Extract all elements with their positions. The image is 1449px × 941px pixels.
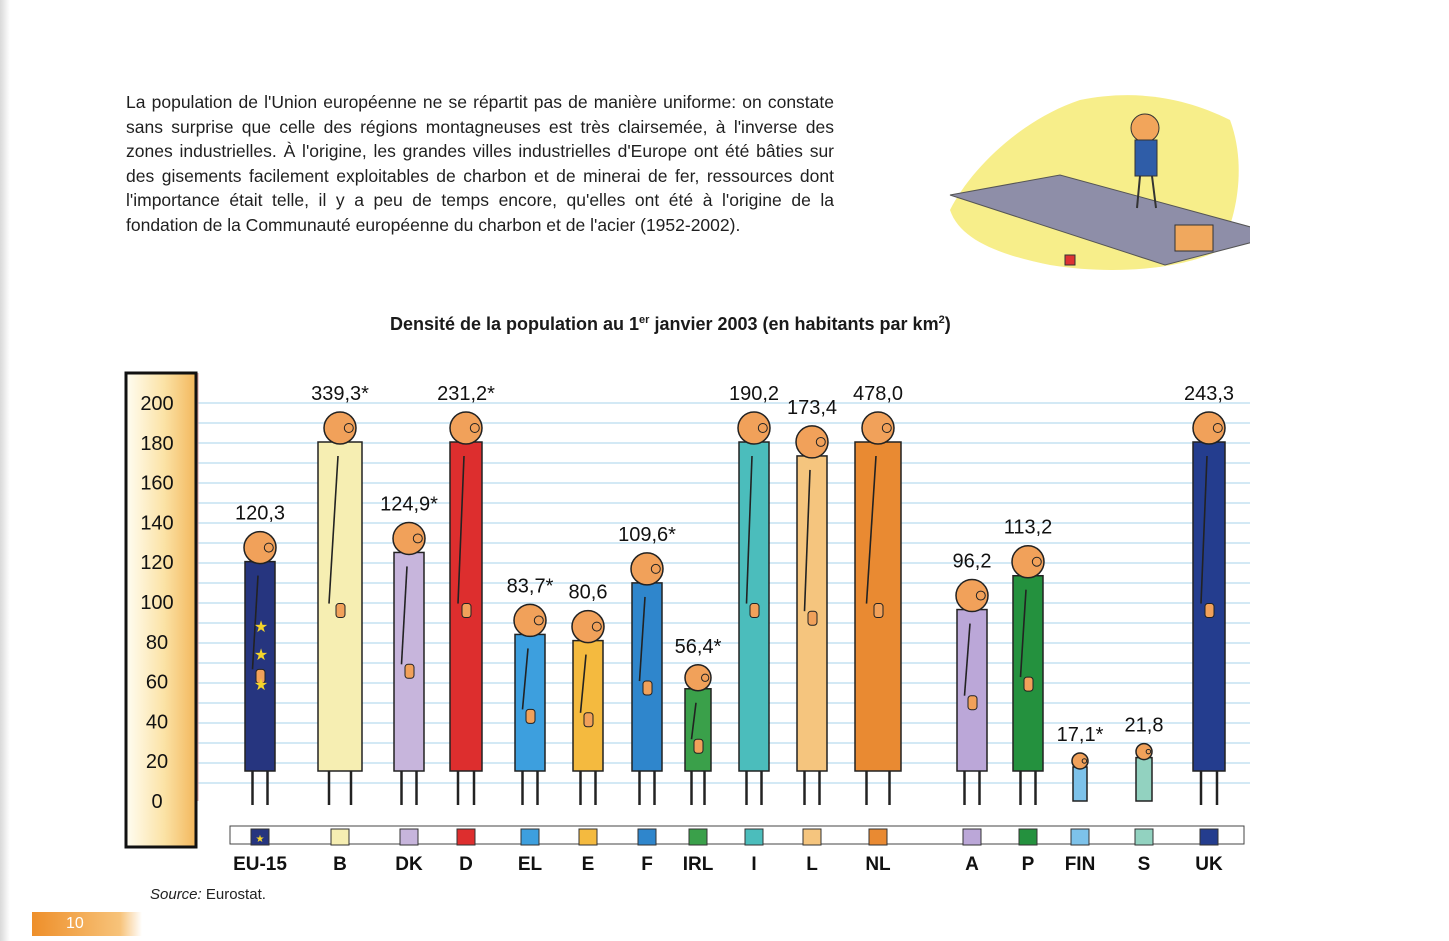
page-number: 10 — [32, 912, 142, 936]
ear — [758, 424, 767, 433]
legend-swatch — [745, 829, 763, 845]
legend-swatch — [1071, 829, 1089, 845]
category-label: D — [459, 854, 473, 875]
value-label: 173,4 — [786, 396, 838, 419]
eu-star: ★ — [255, 834, 265, 845]
legend-swatch — [689, 829, 707, 845]
bar — [515, 634, 545, 771]
y-tick-label: 180 — [140, 432, 174, 455]
y-tick-label: 140 — [140, 512, 174, 535]
category-label: EU-15 — [233, 854, 287, 875]
hand — [750, 604, 759, 618]
category-label: FIN — [1064, 854, 1096, 875]
value-label: 96,2 — [952, 550, 992, 573]
y-tick-label: 120 — [140, 552, 174, 575]
hand — [808, 611, 817, 625]
bar-figure-uk — [1184, 383, 1234, 805]
hand — [694, 739, 703, 753]
bar-figure-b — [311, 383, 369, 805]
ear — [592, 622, 601, 631]
category-label: DK — [395, 854, 423, 875]
ear — [1082, 759, 1086, 763]
hand — [643, 681, 652, 695]
legend-swatch — [1019, 829, 1037, 845]
y-tick-label: 80 — [145, 631, 169, 654]
intro-paragraph: La population de l'Union européenne ne se répartit pas de manière uniforme: on constate sans surprise que celle des régions montagneuses est très clairsemée, à l'inverse des zones industrielles. À l'origine, les grandes villes industrielles d'Europe ont été bâties sur des gisements facilement exploitables de charbon et de minerai de fer, ressources dont l'importance était telle, il y a peu de temps encore, qu'elles ont été à l'origine de la fondation de la Communauté européenne du charbon et de l'acier (1952-2002). — [126, 92, 834, 235]
bar — [1013, 576, 1043, 771]
hand — [584, 713, 593, 727]
category-label: UK — [1195, 854, 1223, 875]
bar-figure-s — [1125, 715, 1164, 801]
y-tick-label: 20 — [145, 751, 169, 774]
bar-figure-d — [437, 383, 495, 805]
ear — [1146, 749, 1150, 753]
bar-figure-i — [729, 383, 779, 805]
ear — [702, 674, 709, 681]
y-tick-label: 60 — [145, 671, 169, 694]
legend-swatch — [963, 829, 981, 845]
legend-swatch — [803, 829, 821, 845]
bar-figure-irl — [675, 636, 722, 805]
bar — [957, 610, 987, 771]
category-label: E — [581, 854, 595, 875]
value-label: 124,9* — [380, 493, 438, 516]
category-label: B — [333, 854, 347, 875]
eu-star: ★ — [253, 677, 269, 694]
ear — [651, 564, 660, 573]
ear — [816, 437, 825, 446]
bar — [573, 641, 603, 771]
category-label: EL — [517, 854, 543, 875]
legend-swatch — [579, 829, 597, 845]
hand — [336, 604, 345, 618]
y-tick-label: 160 — [140, 472, 174, 495]
legend-swatch — [400, 829, 418, 845]
bar — [394, 552, 424, 771]
hand — [405, 664, 414, 678]
value-label: 17,1* — [1056, 723, 1104, 746]
value-label: 83,7* — [506, 575, 554, 598]
ear — [344, 424, 353, 433]
value-label: 478,0 — [852, 383, 904, 405]
legend-swatch — [457, 829, 475, 845]
value-label: 231,2* — [437, 383, 495, 405]
chart-title: Densité de la population au 1er janvier 2003 (en habitants par $km^2$) — [390, 314, 951, 334]
category-label: IRL — [682, 854, 714, 875]
category-label: S — [1137, 854, 1151, 875]
bar — [1073, 767, 1087, 801]
ear — [534, 616, 543, 625]
ear — [470, 424, 479, 433]
ear — [1213, 424, 1222, 433]
y-tick-label: 100 — [140, 592, 174, 614]
legend-strip — [230, 826, 1244, 844]
bar — [1136, 758, 1152, 801]
category-label: A — [965, 854, 979, 875]
ear — [882, 424, 891, 433]
value-label: 243,3 — [1183, 383, 1235, 405]
category-label: I — [751, 854, 757, 875]
hand — [1024, 677, 1033, 691]
bar-figure-l — [787, 397, 837, 805]
eu-star: ★ — [253, 647, 269, 664]
bar-figure-e — [569, 582, 608, 805]
ear — [976, 591, 985, 600]
eu-star: ★ — [253, 619, 269, 636]
ear — [264, 543, 273, 552]
bar — [632, 583, 662, 771]
y-tick-label: 200 — [140, 393, 174, 415]
ear — [413, 534, 422, 543]
hand — [526, 709, 535, 723]
y-tick-label: 0 — [151, 791, 163, 813]
hand — [874, 604, 883, 618]
category-label: NL — [865, 854, 891, 875]
value-label: 113,2 — [1003, 516, 1053, 539]
value-label: 80,6 — [568, 581, 608, 604]
legend-swatch — [1200, 829, 1218, 845]
bar — [685, 689, 711, 771]
ear — [1032, 557, 1041, 566]
value-label: 109,6* — [618, 523, 676, 546]
legend-swatch — [521, 829, 539, 845]
value-label: 56,4* — [674, 635, 722, 658]
category-label: P — [1021, 854, 1035, 875]
legend-swatch — [1135, 829, 1153, 845]
hand — [1205, 604, 1214, 618]
bar-figure-dk — [380, 493, 438, 805]
bar-figure-p — [1004, 517, 1053, 805]
value-label: 339,3* — [311, 383, 369, 405]
value-label: 120,3 — [234, 502, 286, 525]
bar-figure-el — [507, 575, 554, 805]
legend-swatch — [331, 829, 349, 845]
legend-swatch — [869, 829, 887, 845]
value-label: 21,8 — [1124, 714, 1164, 737]
hand — [968, 696, 977, 710]
source-note: Source: Eurostat. — [150, 886, 266, 903]
bar-figure-nl — [853, 383, 903, 805]
bar-figure-a — [953, 551, 992, 805]
value-label: 190,2 — [728, 383, 780, 405]
category-label: F — [641, 854, 653, 875]
y-tick-label: 40 — [145, 711, 169, 734]
category-label: L — [806, 854, 818, 875]
legend-swatch — [638, 829, 656, 845]
hand — [462, 604, 471, 618]
bar — [245, 562, 275, 771]
